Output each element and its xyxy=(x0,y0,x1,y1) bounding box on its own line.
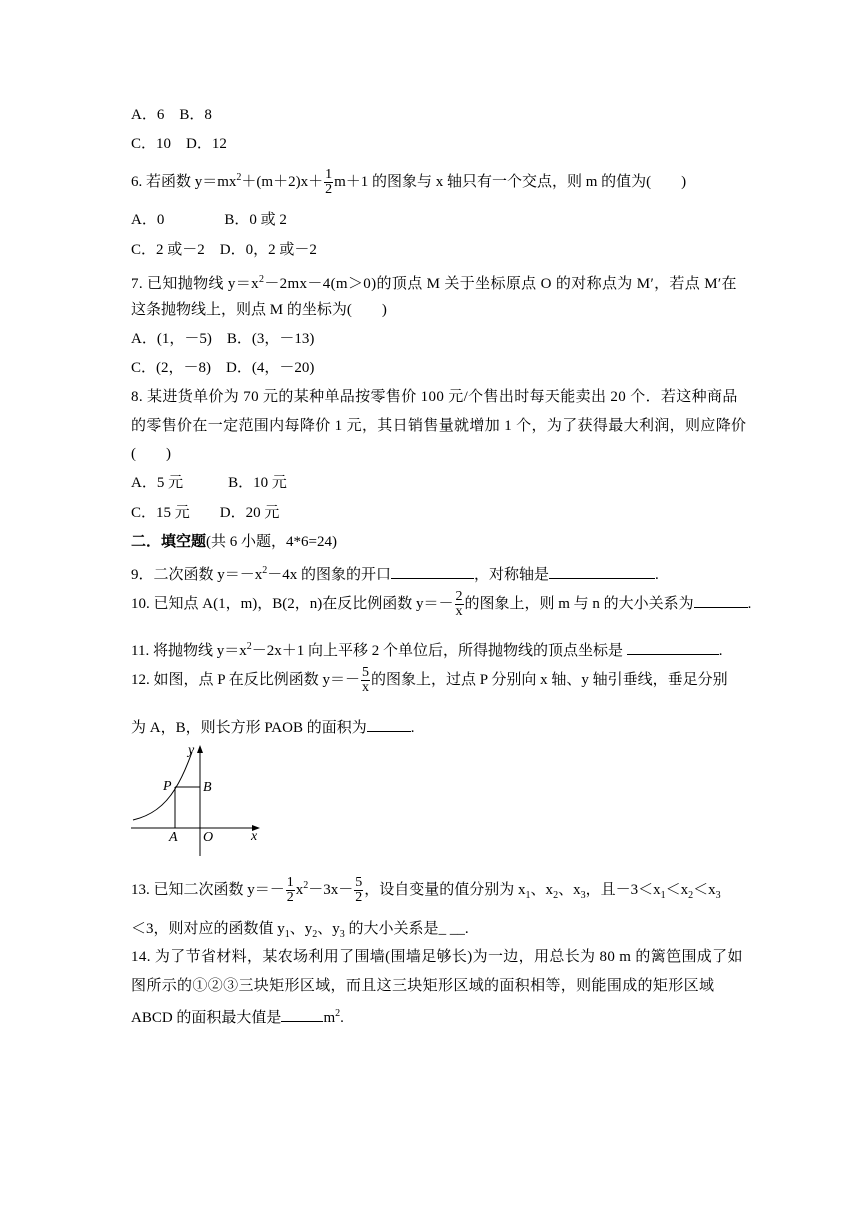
q13-sub-y3: 3 xyxy=(339,929,345,940)
q8-options-cd: C．15 元 D．20 元 xyxy=(131,505,280,521)
question-9 xyxy=(131,561,659,585)
q9-blank-1 xyxy=(391,563,474,579)
q13-sub-4: 1 xyxy=(660,890,666,901)
q13-text-k: 、y xyxy=(289,921,313,937)
q13-text-l: 、y xyxy=(317,921,340,937)
q12-fraction: $\frac{5}{x}$ xyxy=(362,665,370,695)
question-14-line3 xyxy=(131,1004,344,1028)
q6-text-c: m＋1 的图象与 x 轴只有一个交点，则 m 的值为( ) xyxy=(334,174,687,190)
q13-text-b: x xyxy=(295,882,304,898)
q6-options-cd: C．2 或－2 D．0，2 或－2 xyxy=(131,242,317,258)
q12-text-b: 的图象上，过点 P 分别向 x 轴、y 轴引垂线，垂足分别 xyxy=(371,671,728,688)
q13-sub-3: 3 xyxy=(580,890,586,901)
q11-blank xyxy=(627,639,719,655)
label-b: B xyxy=(203,780,212,795)
question-14-line2: 图所示的①②③三块矩形区域，而且这三块矩形区域的面积相等，则能围成的矩形区域 xyxy=(131,978,715,994)
q6-fraction: $\frac{1}{2}$ xyxy=(325,167,333,198)
q13-blank: _ __ xyxy=(438,921,465,937)
q7-text-b: －2mx－4(m＞0)的顶点 M 关于坐标原点 O 的对称点为 M′，若点 M′在 xyxy=(264,276,737,292)
q7-options-ab: A．(1，－5) B．(3，－13) xyxy=(131,331,315,347)
q13-text-d: ，设自变量的值分别为 x xyxy=(364,882,526,898)
q14-text-a: ABCD 的面积最大值是 xyxy=(131,1010,282,1026)
q9-text-a: 9．二次函数 y＝－x xyxy=(131,567,263,583)
section-2-title: 二．填空题 xyxy=(131,534,207,550)
q13-text-c: －3x－ xyxy=(308,882,354,898)
q12-figure xyxy=(128,742,268,862)
question-10 xyxy=(131,590,751,619)
q13-text-j: ＜3，则对应的函数值 y xyxy=(131,921,285,937)
question-14-line1: 14. 为了节省材料，某农场利用了围墙(围墙足够长)为一边，用总长为 80 m 的篱笆围成了如 xyxy=(131,949,743,965)
question-8-line2: 的零售价在一定范围内每降价 1 元，其日销售量就增加 1 个，为了获得最大利润，则应降价 xyxy=(131,418,747,434)
q13-fraction-2: $\frac{5}{2}$ xyxy=(355,875,363,906)
q11-text-a: 11. 将抛物线 y＝x xyxy=(131,643,247,659)
q10-text-a: 10. 已知点 A(1，m)，B(2，n)在反比例函数 y＝－ xyxy=(131,595,454,612)
q13-fraction-1: $\frac{1}{2}$ xyxy=(286,875,294,906)
q10-text-b: 的图象上，则 m 与 n 的大小关系为 xyxy=(464,595,694,612)
q8-options-ab: A．5 元 B．10 元 xyxy=(131,475,287,491)
q5-options-ab: A．6 B．8 xyxy=(131,107,212,123)
q13-sub-y2: 2 xyxy=(312,929,318,940)
q13-period: . xyxy=(464,921,469,937)
question-7-line1 xyxy=(131,270,737,294)
q13-text-e: 、x xyxy=(530,882,554,898)
q7-options-cd: C．(2，－8) D．(4，－20) xyxy=(131,360,315,376)
q9-period: . xyxy=(655,567,659,583)
q12-text-a: 12. 如图，点 P 在反比例函数 y＝－ xyxy=(131,671,361,688)
q13-text-f: 、x xyxy=(558,882,581,898)
q9-text-b: －4x 的图象的开口 xyxy=(267,567,392,583)
q7-sup: 2 xyxy=(258,274,265,285)
q13-sub-5: 2 xyxy=(688,890,694,901)
q13-text-m: 的大小关系是 xyxy=(344,921,439,937)
section-2-heading xyxy=(131,532,337,552)
q7-text-a: 7. 已知抛物线 y＝x xyxy=(131,276,259,292)
question-8-line3: ( ) xyxy=(131,446,171,462)
label-x: x xyxy=(251,829,258,844)
question-7-line2: 这条抛物线上，则点 M 的坐标为( ) xyxy=(131,302,387,318)
q14-sup: 2 xyxy=(335,1008,341,1019)
q13-sub-6: 3 xyxy=(715,890,721,901)
q13-text-a: 13. 已知二次函数 y＝－ xyxy=(131,882,285,898)
q6-text-b: ＋(m＋2)x＋ xyxy=(241,174,324,190)
q11-period: . xyxy=(718,643,723,659)
q14-period: . xyxy=(340,1010,344,1026)
q9-blank-2 xyxy=(549,563,655,579)
label-y: y xyxy=(188,743,195,758)
question-12-line2 xyxy=(131,716,414,738)
q13-text-g: ，且－3＜x xyxy=(585,882,661,898)
question-6 xyxy=(131,168,686,197)
q10-period: . xyxy=(747,595,752,612)
q11-sup: 2 xyxy=(246,641,252,652)
q5-options-cd: C．10 D．12 xyxy=(131,136,227,152)
q13-sub-2: 2 xyxy=(553,890,559,901)
q13-sub-1: 1 xyxy=(525,890,531,901)
question-13-line2 xyxy=(131,919,469,945)
q9-text-c: ，对称轴是 xyxy=(474,567,550,583)
q12-text-c: 为 A，B，则长方形 PAOB 的面积为 xyxy=(131,720,367,736)
question-12-line1 xyxy=(131,666,728,695)
q14-blank xyxy=(281,1006,323,1022)
q6-sup: 2 xyxy=(236,172,242,183)
label-a: A xyxy=(169,830,178,845)
q6-options-ab: A．0 B．0 或 2 xyxy=(131,212,287,228)
question-8-line1: 8. 某进货单价为 70 元的某种单品按零售价 100 元/个售出时每天能卖出 20 个．若这种商品 xyxy=(131,389,738,405)
section-2-note: (共 6 小题，4*6=24) xyxy=(206,534,337,550)
label-p: P xyxy=(163,779,172,794)
q12-blank xyxy=(367,716,411,732)
question-13-line1 xyxy=(131,876,721,906)
y-axis-arrow xyxy=(197,745,203,753)
q12-period: . xyxy=(410,720,415,736)
q14-unit: m xyxy=(323,1010,336,1026)
q10-blank xyxy=(694,592,748,608)
q11-text-b: －2x＋1 向上平移 2 个单位后，所得抛物线的顶点坐标是 xyxy=(251,643,627,659)
q13-text-i: ＜x xyxy=(693,882,716,898)
q10-fraction: $\frac{2}{x}$ xyxy=(455,589,463,619)
q6-text-a: 6. 若函数 y＝mx xyxy=(131,174,237,190)
q9-sup: 2 xyxy=(262,565,268,576)
q13-sub-y1: 1 xyxy=(284,929,290,940)
q13-sup: 2 xyxy=(303,880,309,891)
q13-text-h: ＜x xyxy=(665,882,689,898)
label-o: O xyxy=(203,830,214,845)
question-11 xyxy=(131,637,722,661)
